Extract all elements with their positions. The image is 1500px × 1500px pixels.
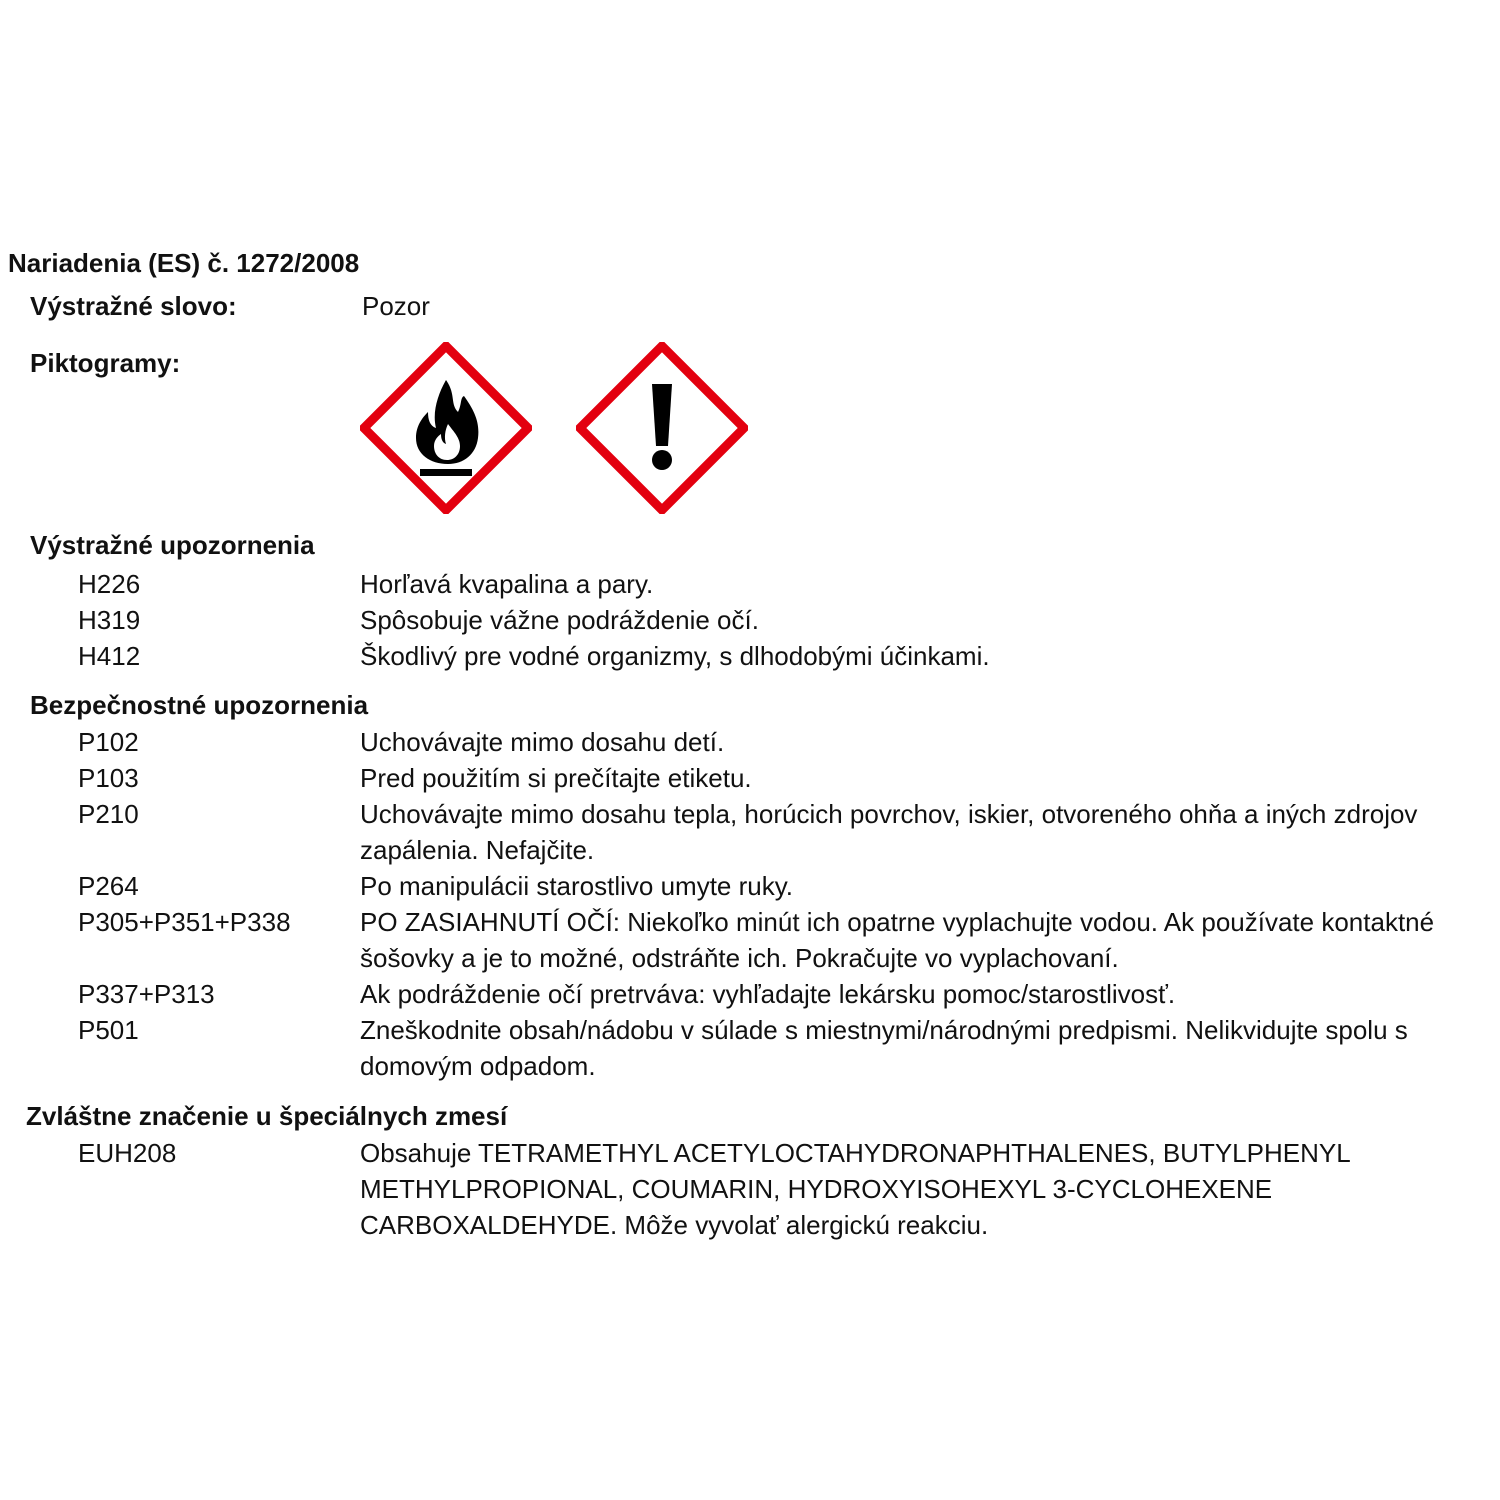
hazard-code: H412 (78, 641, 141, 671)
signal-word-label: Výstražné slovo: (30, 291, 237, 321)
regulation-heading: Nariadenia (ES) č. 1272/2008 (8, 248, 360, 278)
precaution-code: P264 (78, 871, 139, 901)
list-item (0, 976, 1500, 1012)
list-item (0, 724, 1500, 760)
list-item (0, 1135, 1500, 1243)
hazard-text: Spôsobuje vážne podráždenie očí. (360, 605, 759, 635)
precautionary-statements-title: Bezpečnostné upozornenia (30, 690, 369, 720)
list-item (0, 796, 1500, 868)
precaution-code: P102 (78, 727, 139, 757)
hazard-statements-title: Výstražné upozornenia (30, 530, 315, 560)
hazard-code: H226 (78, 569, 141, 599)
euh-text: Obsahuje TETRAMETHYL ACETYLOCTAHYDRONAPHTHALENES, BUTYLPHENYL METHYLPROPIONAL, COUMARIN, HYDROXYISOHEXYL 3-CYCLOHEXENE CARBOXALDEHYDE. Môže vyvolať alergickú reakciu. (360, 1138, 1350, 1240)
precaution-text: Ak podráždenie očí pretrváva: vyhľadajte lekársku pomoc/starostlivosť. (360, 979, 1176, 1009)
precaution-text: Pred použitím si prečítajte etiketu. (360, 763, 752, 793)
flame-icon (360, 342, 532, 514)
special-labelling-list (0, 1135, 1500, 1243)
hazard-text: Škodlivý pre vodné organizmy, s dlhodobými účinkami. (360, 641, 990, 671)
exclamation-mark-icon (576, 342, 748, 514)
hazard-code: H319 (78, 605, 141, 635)
precaution-text: Uchovávajte mimo dosahu detí. (360, 727, 725, 757)
list-item (0, 868, 1500, 904)
precautionary-statements-list (0, 724, 1500, 1084)
list-item (0, 566, 1500, 602)
hazard-statements-list (0, 566, 1500, 674)
precaution-text: Zneškodnite obsah/nádobu v súlade s miestnymi/národnými predpismi. Nelikvidujte spolu s domovým odpadom. (360, 1015, 1408, 1081)
precaution-code: P337+P313 (78, 979, 215, 1009)
precaution-code: P305+P351+P338 (78, 907, 291, 937)
pictograms (360, 342, 760, 514)
precaution-text: PO ZASIAHNUTÍ OČÍ: Niekoľko minút ich opatrne vyplachujte vodou. Ak používate kontaktné šošovky a je to možné, odstráňte ich. Pokračujte vo vyplachovaní. (360, 907, 1435, 973)
precaution-code: P103 (78, 763, 139, 793)
list-item (0, 760, 1500, 796)
pictograms-label: Piktogramy: (30, 348, 181, 378)
list-item (0, 904, 1500, 976)
hazard-text: Horľavá kvapalina a pary. (360, 569, 654, 599)
list-item (0, 602, 1500, 638)
special-labelling-title: Zvláštne značenie u špeciálnych zmesí (26, 1101, 508, 1131)
list-item (0, 638, 1500, 674)
list-item (0, 1012, 1500, 1084)
precaution-text: Po manipulácii starostlivo umyte ruky. (360, 871, 794, 901)
euh-code: EUH208 (78, 1138, 177, 1168)
precaution-code: P210 (78, 799, 139, 829)
signal-word-value: Pozor (362, 291, 430, 321)
precaution-code: P501 (78, 1015, 139, 1045)
precaution-text: Uchovávajte mimo dosahu tepla, horúcich povrchov, iskier, otvoreného ohňa a iných zdrojov zapálenia. Nefajčite. (360, 799, 1418, 865)
